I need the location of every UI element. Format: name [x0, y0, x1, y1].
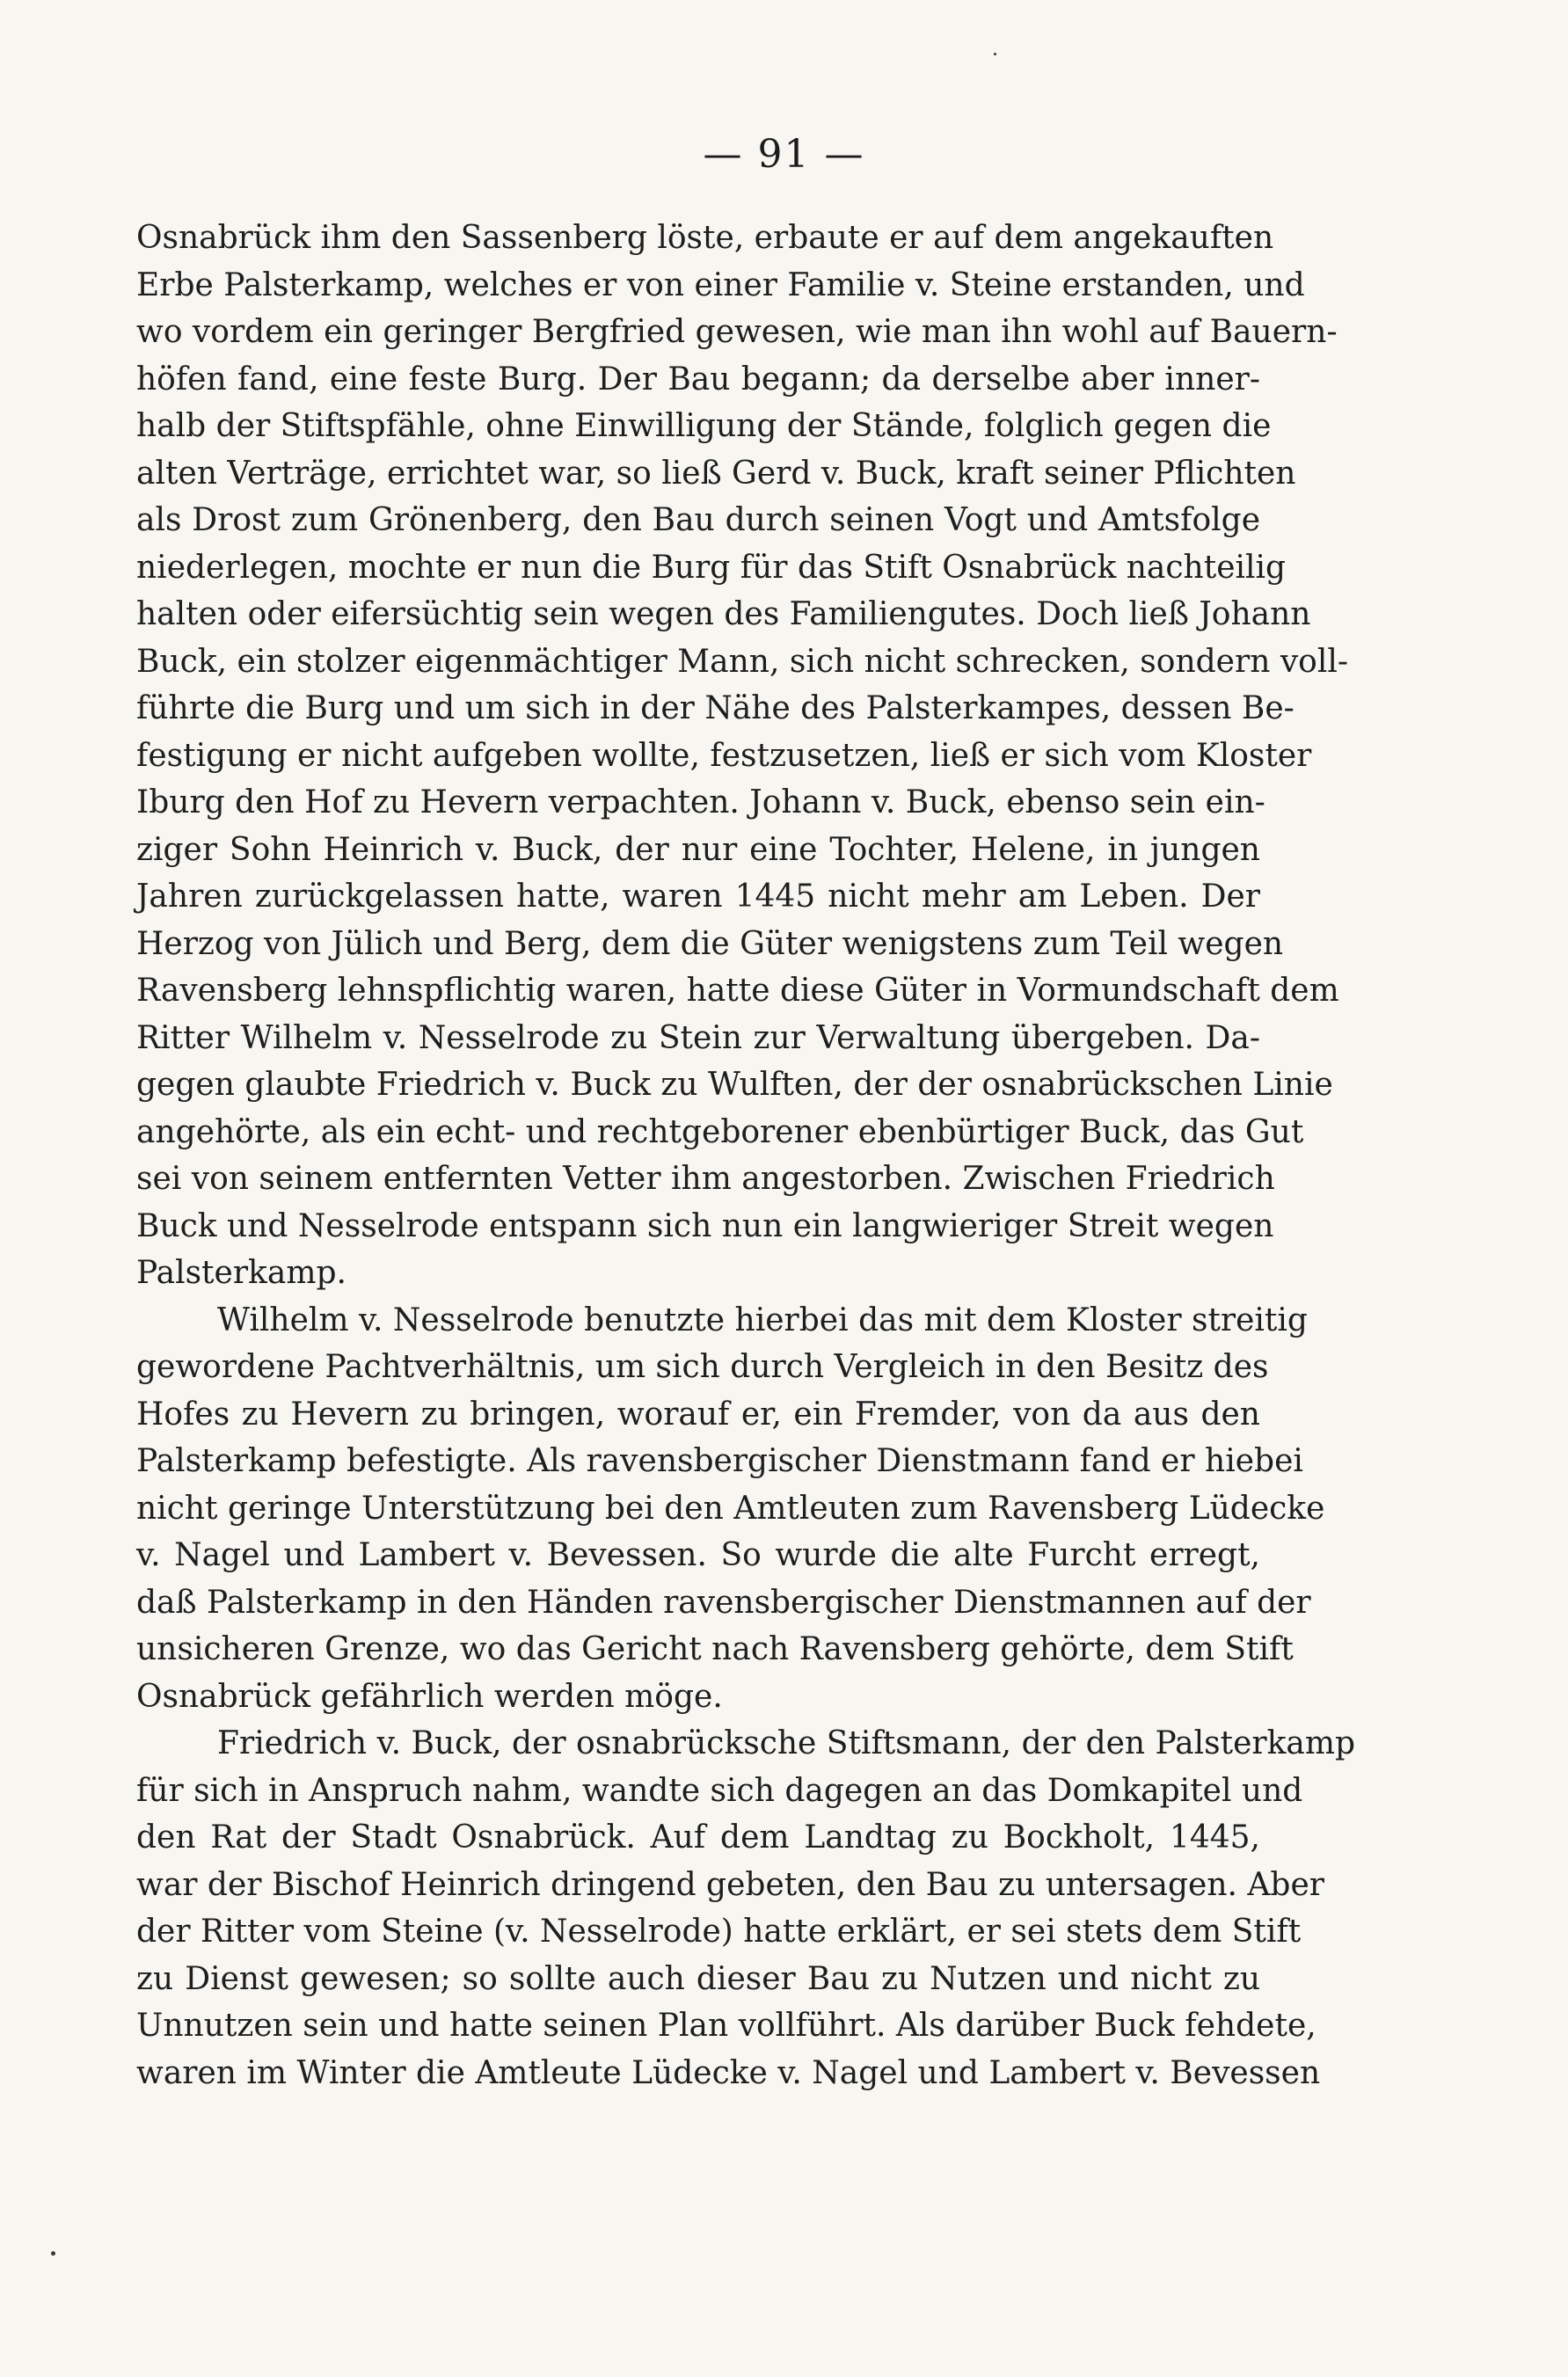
- text-line: halb der Stiftspfähle, ohne Einwilligung der Stände, folglich gegen die: [136, 408, 1272, 444]
- text-line: Ritter Wilhelm v. Nesselrode zu Stein zur Verwaltung übergeben. Da-: [136, 1019, 1260, 1056]
- text-line: der Ritter vom Steine (v. Nesselrode) hatte erklärt, er sei stets dem Stift: [136, 1914, 1302, 1950]
- text-line: unsicheren Grenze, wo das Gericht nach Ravensberg gehörte, dem Stift: [136, 1631, 1294, 1667]
- text-line: als Drost zum Grönenberg, den Bau durch seinen Vogt und Amtsfolge: [136, 502, 1260, 538]
- text-line: Buck und Nesselrode entspann sich nun ein langwieriger Streit wegen: [136, 1207, 1274, 1244]
- ink-speck: [51, 2251, 55, 2256]
- text-line: Iburg den Hof zu Hevern verpachten. Johann v. Buck, ebenso sein ein-: [136, 784, 1265, 820]
- text-line: nicht geringe Unterstützung bei den Amtleuten zum Ravensberg Lüdecke: [136, 1490, 1325, 1527]
- text-line: Unnutzen sein und hatte seinen Plan vollführt. Als darüber Buck fehdete,: [136, 2008, 1316, 2044]
- paragraph-end-line: Palsterkamp.: [136, 1255, 346, 1291]
- text-line: ziger Sohn Heinrich v. Buck, der nur eine Tochter, Helene, in jungen: [136, 831, 1260, 868]
- text-line: Palsterkamp befestigte. Als ravensbergischer Dienstmann fand er hiebei: [136, 1443, 1303, 1479]
- text-line: den Rat der Stadt Osnabrück. Auf dem Landtag zu Bockholt, 1445,: [136, 1819, 1260, 1856]
- page-number: — 91 —: [703, 132, 865, 177]
- paragraph-end-line: Osnabrück gefährlich werden möge.: [136, 1678, 723, 1715]
- text-line: Herzog von Jülich und Berg, dem die Güter wenigstens zum Teil wegen: [136, 925, 1284, 962]
- body-text: [136, 215, 1356, 2096]
- text-line: daß Palsterkamp in den Händen ravensbergischer Dienstmannen auf der: [136, 1584, 1311, 1621]
- text-line: wo vordem ein geringer Bergfried gewesen, wie man ihn wohl auf Bauern-: [136, 314, 1338, 350]
- text-line: Hofes zu Hevern zu bringen, worauf er, ein Fremder, von da aus den: [136, 1396, 1260, 1433]
- text-line: niederlegen, mochte er nun die Burg für das Stift Osnabrück nachteilig: [136, 549, 1287, 586]
- text-line: gegen glaubte Friedrich v. Buck zu Wulften, der der osnabrückschen Linie: [136, 1067, 1333, 1103]
- text-line: für sich in Anspruch nahm, wandte sich dagegen an das Domkapitel und: [136, 1772, 1303, 1809]
- text-line: Erbe Palsterkamp, welches er von einer Familie v. Steine erstanden, und: [136, 266, 1305, 303]
- paragraph-start-line: Friedrich v. Buck, der osnabrücksche Stiftsmann, der den Palsterkamp: [217, 1725, 1356, 1761]
- ink-speck: [994, 53, 996, 55]
- text-line: halten oder eifersüchtig sein wegen des Familiengutes. Doch ließ Johann: [136, 596, 1311, 632]
- paragraph-start-line: Wilhelm v. Nesselrode benutzte hierbei das mit dem Kloster streitig: [217, 1302, 1308, 1338]
- text-line: gewordene Pachtverhältnis, um sich durch Vergleich in den Besitz des: [136, 1349, 1269, 1385]
- text-line: war der Bischof Heinrich dringend gebeten, den Bau zu untersagen. Aber: [136, 1866, 1324, 1903]
- text-line: v. Nagel und Lambert v. Bevessen. So wurde die alte Furcht erregt,: [136, 1537, 1260, 1573]
- text-line: waren im Winter die Amtleute Lüdecke v. Nagel und Lambert v. Bevessen: [136, 2054, 1321, 2091]
- text-line: Buck, ein stolzer eigenmächtiger Mann, sich nicht schrecken, sondern voll-: [136, 643, 1349, 680]
- text-line: Osnabrück ihm den Sassenberg löste, erbaute er auf dem angekauften: [136, 220, 1274, 256]
- text-line: festigung er nicht aufgeben wollte, festzusetzen, ließ er sich vom Kloster: [136, 737, 1312, 774]
- text-line: alten Verträge, errichtet war, so ließ Gerd v. Buck, kraft seiner Pflichten: [136, 455, 1296, 492]
- text-line: sei von seinem entfernten Vetter ihm angestorben. Zwischen Friedrich: [136, 1161, 1275, 1197]
- text-line: Jahren zurückgelassen hatte, waren 1445 nicht mehr am Leben. Der: [136, 879, 1260, 915]
- text-line: führte die Burg und um sich in der Nähe des Palsterkampes, dessen Be-: [136, 690, 1295, 726]
- text-line: zu Dienst gewesen; so sollte auch dieser Bau zu Nutzen und nicht zu: [136, 1960, 1260, 1997]
- text-line: höfen fand, eine feste Burg. Der Bau begann; da derselbe aber inner-: [136, 361, 1260, 397]
- text-line: angehörte, als ein echt- und rechtgeborener ebenbürtiger Buck, das Gut: [136, 1113, 1304, 1150]
- text-line: Ravensberg lehnspflichtig waren, hatte diese Güter in Vormundschaft dem: [136, 973, 1339, 1009]
